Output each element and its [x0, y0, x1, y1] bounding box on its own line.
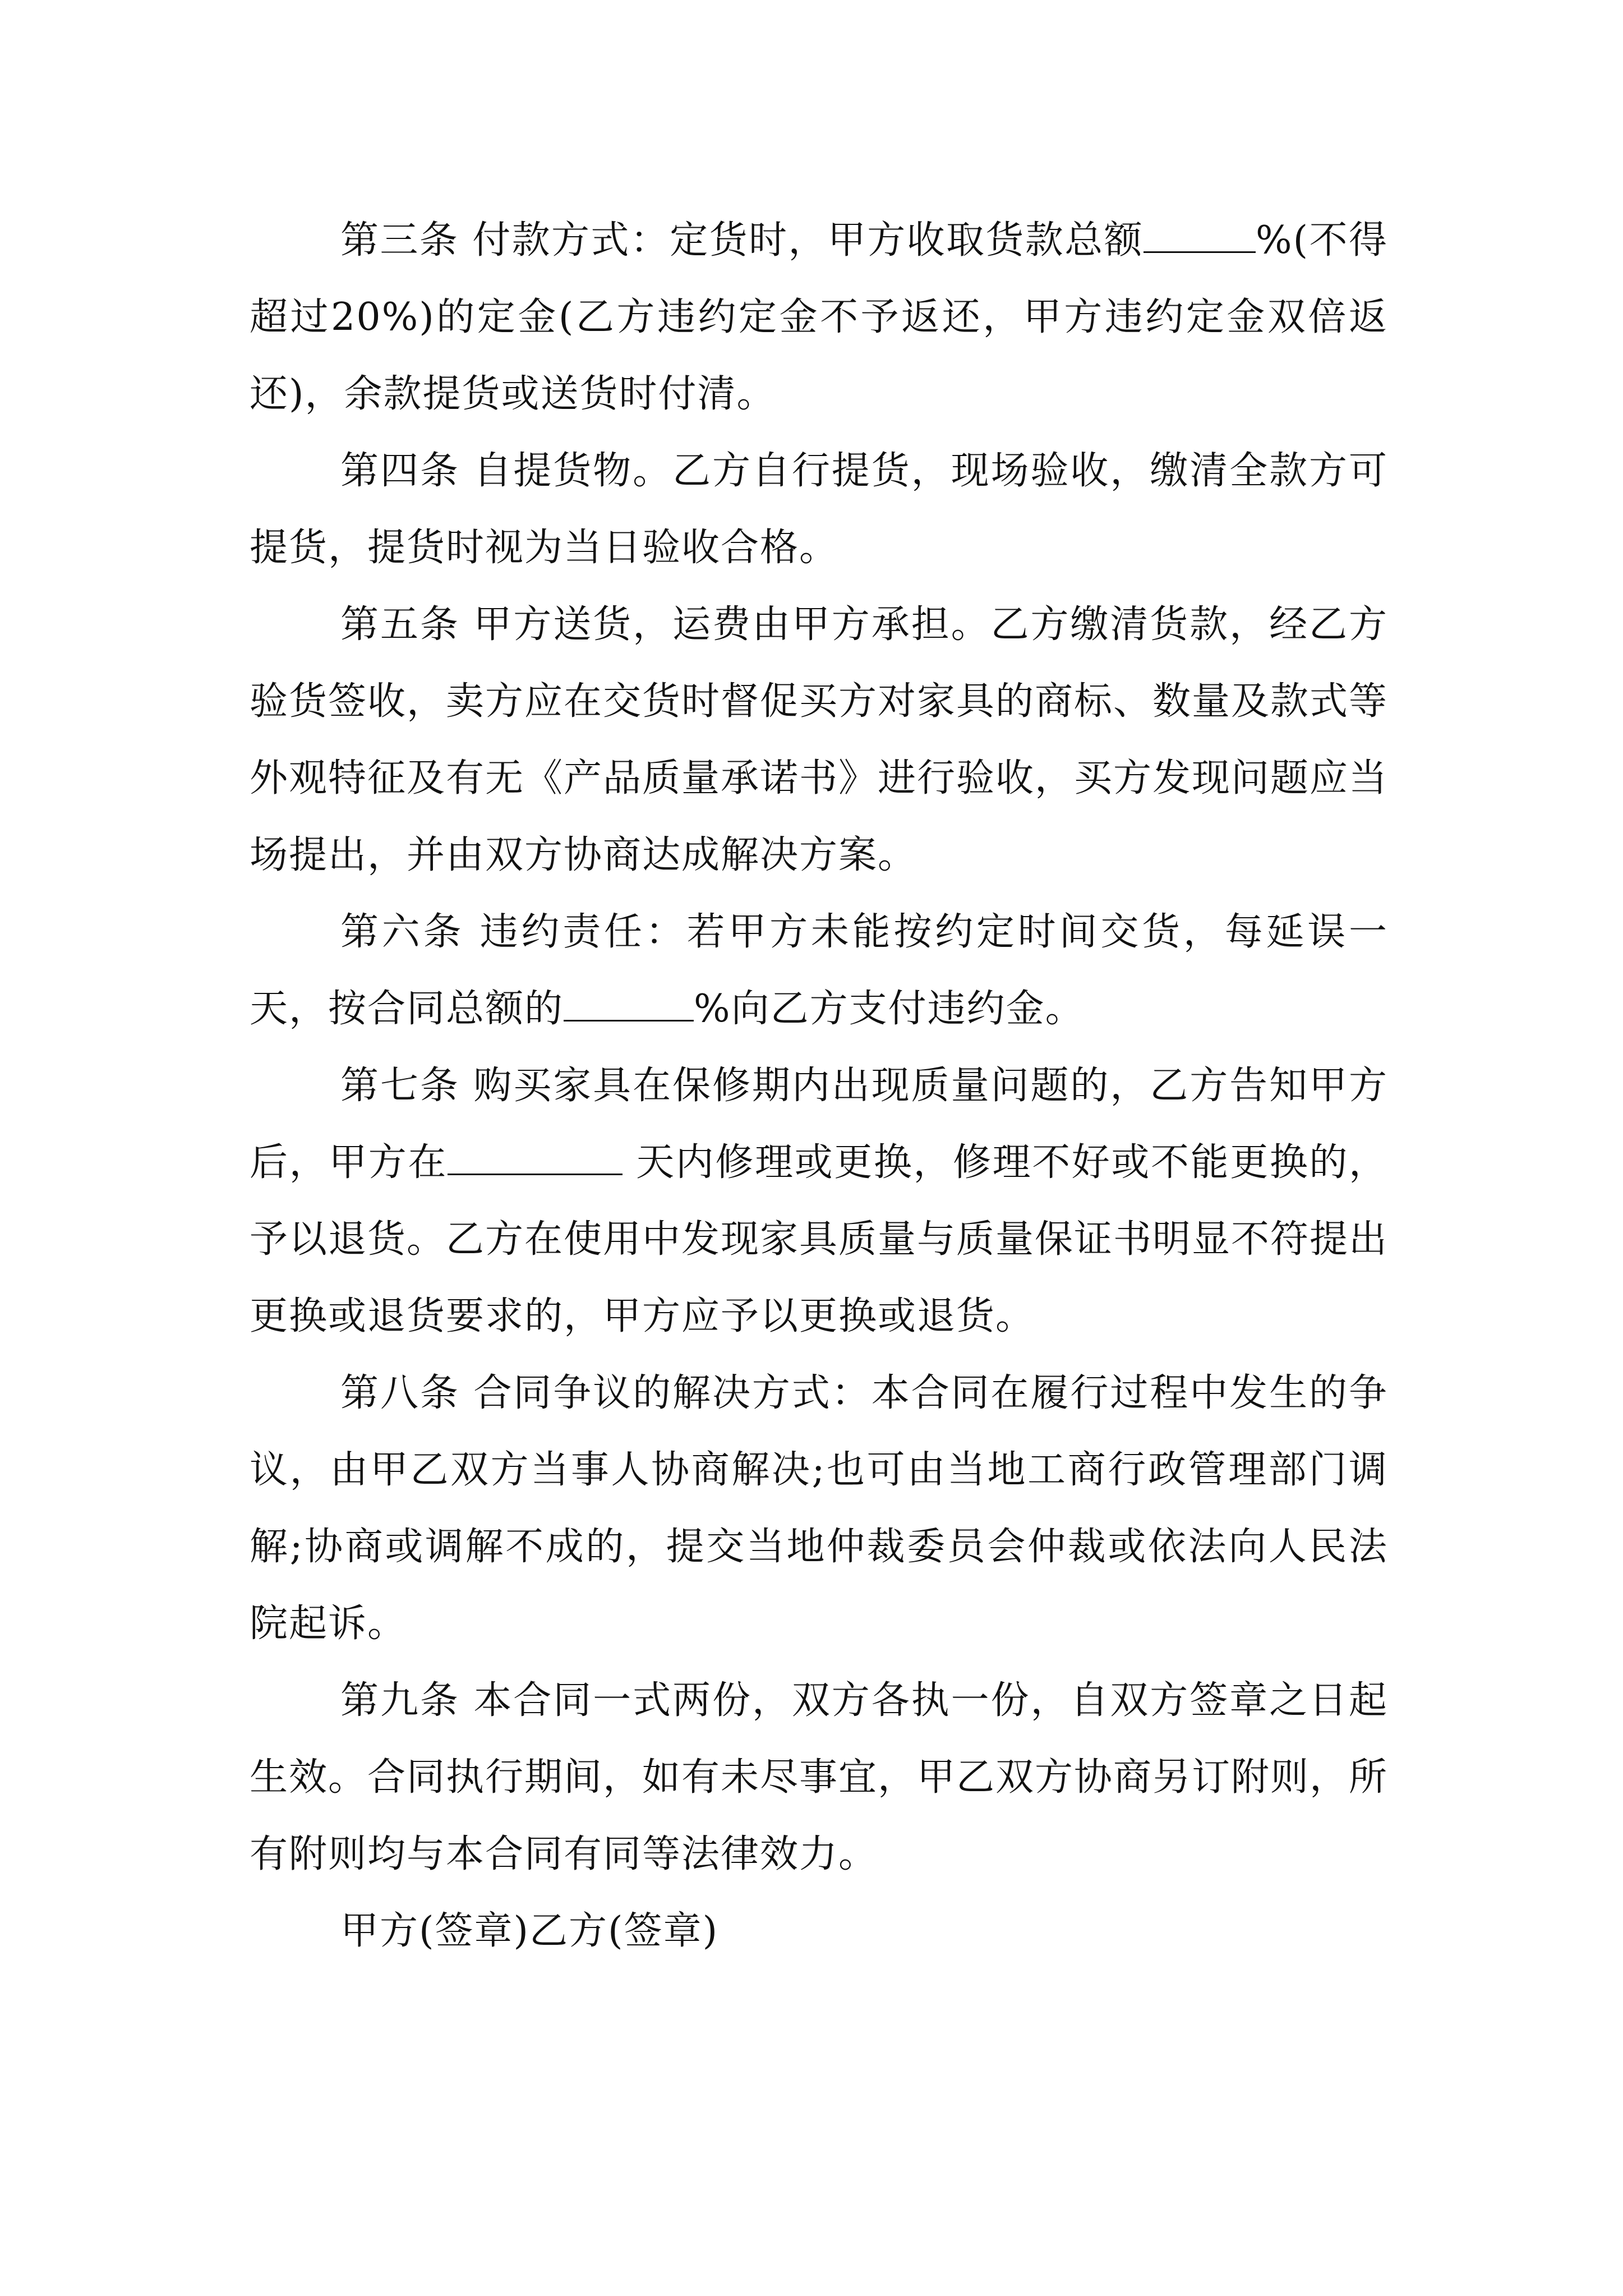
article-5-delivery: 第五条 甲方送货，运费由甲方承担。乙方缴清货款，经乙方验货签收，卖方应在交货时督促买方对家具的商标、数量及款式等外观特征及有无《产品质量承诺书》进行验收，买方发现问题应当场提出，并由双方协商达成解决方案。	[250, 602, 1389, 877]
article-6-liability	[250, 894, 1388, 1047]
penalty-percent-blank	[564, 983, 694, 1022]
article-4-self-pickup: 第四条 自提货物。乙方自行提货，现场验收，缴清全款方可提货，提货时视为当日验收合格。	[250, 449, 1388, 570]
article-7-warranty	[250, 1047, 1388, 1355]
article-7-text-before: 第七条 购买家具在保修期内出现质量问题的，乙方告知甲方后，甲方在	[250, 1064, 1388, 1185]
article-6-text-before: 第六条 违约责任：若甲方未能按约定时间交货，每延误一天，按合同总额的	[250, 910, 1388, 1031]
article-3-payment	[250, 202, 1388, 432]
signature-line: 甲方(签章)乙方(签章)	[340, 1909, 719, 1953]
article-8-disputes: 第八条 合同争议的解决方式：本合同在履行过程中发生的争议，由甲乙双方当事人协商解决;也可由当地工商行政管理部门调解;协商或调解不成的，提交当地仲裁委员会仲裁或依法向人民法院起诉。	[250, 1371, 1388, 1646]
article-7-text-after: 天内修理或更换，修理不好或不能更换的，予以退货。乙方在使用中发现家具质量与质量保证书明显不符提出更换或退货要求的，甲方应予以更换或退货。	[250, 1140, 1389, 1338]
article-9-effect: 第九条 本合同一式两份，双方各执一份，自双方签章之日起生效。合同执行期间，如有未尽事宜，甲乙双方协商另订附则，所有附则均与本合同有同等法律效力。	[250, 1678, 1389, 1876]
contract-body	[250, 202, 1388, 1970]
article-3-text-after: %(不得超过20%)的定金(乙方违约定金不予返还，甲方违约定金双倍返还)，余款提货或送货时付清。	[250, 218, 1388, 416]
repair-days-blank	[448, 1137, 623, 1175]
payment-percent-blank	[1144, 214, 1256, 253]
article-3-text-before: 第三条 付款方式：定货时，甲方收取货款总额	[340, 218, 1144, 263]
article-6-text-after: %向乙方支付违约金。	[694, 987, 1085, 1031]
